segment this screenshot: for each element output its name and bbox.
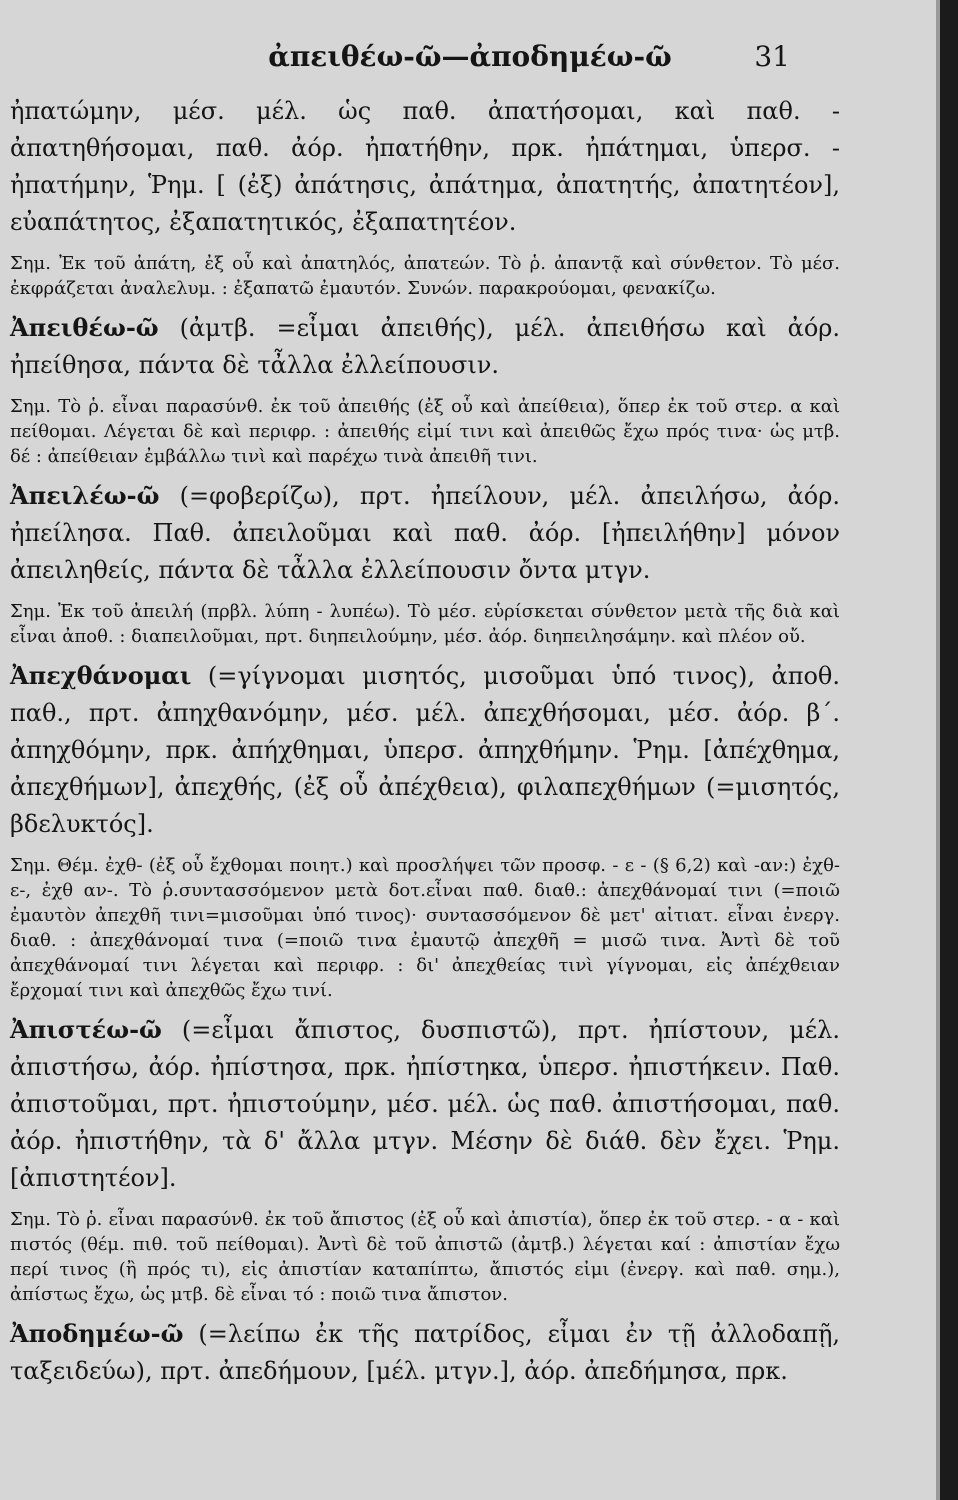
entry-text: ἠπατώμην, μέσ. μέλ. ὡς παθ. ἀπατήσομαι, καὶ παθ. - ἀπατηθήσομαι, παθ. ἀόρ. ἠπατήθην, πρκ. ἠπάτημαι, ὑπερσ. - ἠπατήμην, Ῥημ. [ (ἐξ) ἀπάτησις, ἀπάτημα, ἀπατητής, ἀπατητέον], εὐαπάτητος, ἐξαπατητικός, ἐξαπατητέον. [10,97,840,236]
note-text: Σημ. Τὸ ῥ. εἶναι παρασύνθ. ἐκ τοῦ ἀπειθής (ἐξ οὗ καὶ ἀπείθεια), ὅπερ ἐκ τοῦ στερ. α καὶ πείθομαι. Λέγεται δὲ καὶ περιφρ. : ἀπειθής εἰμί τινι καὶ ἀπειθῶς ἔχω πρός τινα· ὡς μτβ. δέ : ἀπείθειαν ἐμβάλλω τινὶ καὶ παρέχω τινὰ ἀπειθῆ τινι. [10,396,840,467]
entry-text: (=λείπω ἐκ τῆς πατρίδος, εἶμαι ἐν τῇ ἀλλοδαπῇ, ταξειδεύω), πρτ. ἀπεδήμουν, [μέλ. μτγν.], ἀόρ. ἀπεδήμησα, πρκ. [10,1320,840,1385]
continuation-paragraph [10,92,840,241]
entry-text: (ἀμτβ. =εἶμαι ἀπειθής), μέλ. ἀπειθήσω καὶ ἀόρ. ἠπείθησα, πάντα δὲ τἆλλα ἐλλείπουσιν. [10,314,840,379]
entry-text: (=εἶμαι ἄπιστος, δυσπιστῶ), πρτ. ἠπίστουν, μέλ. ἀπιστήσω, ἀόρ. ἠπίστησα, πρκ. ἠπίστηκα, ὑπερσ. ἠπιστήκειν. Παθ. ἀπιστοῦμαι, πρτ. ἠπιστούμην, μέσ. μέλ. ὡς παθ. ἀπιστήσομαι, παθ. ἀόρ. ἠπιστήθην, τὰ δ' ἄλλα μτγν. Μέσην δὲ διάθ. δὲν ἔχει. Ῥημ. [ἀπιστητέον]. [10,1016,840,1192]
running-head [0,40,940,80]
entry-apechthanomai [10,657,840,843]
entry-lemma: Ἀποδημέω-ῶ [10,1319,184,1348]
entry-apodemeo [10,1315,840,1390]
entry-lemma: Ἀπειλέω-ῶ [10,481,160,510]
note-text: Σημ. Ἐκ τοῦ ἀπειλή (πρβλ. λύπη - λυπέω). Τὸ μέσ. εὑρίσκεται σύνθετον μετὰ τῆς διὰ καὶ εἶναι ἀποθ. : διαπειλοῦμαι, πρτ. διηπειλούμην, μέσ. ἀόρ. διηπειλησάμην. καὶ πλέον οὔ. [10,601,840,647]
entry-lemma: Ἀπειθέω-ῶ [10,313,159,342]
page-number: 31 [754,40,790,73]
note-text: Σημ. Ἐκ τοῦ ἀπάτη, ἐξ οὗ καὶ ἀπατηλός, ἀπατεών. Τὸ ῥ. ἀπαντᾷ καὶ σύνθετον. Τὸ μέσ. ἐκφράζεται ἀναλελυμ. : ἐξαπατῶ ἐμαυτόν. Συνών. παρακρούομαι, φενακίζω. [10,253,840,299]
entry-lemma: Ἀπεχθάνομαι [10,661,192,690]
entry-apisteo [10,1011,840,1197]
note-text: Σημ. Θέμ. ἐχθ- (ἐξ οὗ ἔχθομαι ποιητ.) καὶ προσλήψει τῶν προσφ. - ε - (§ 6,2) καὶ -αν:) ἐχθ-ε-, ἐχθ αν-. Τὸ ῥ.συντασσόμενον μετὰ δοτ.εἶναι παθ. διαθ.: ἀπεχθάνομαί τινι (=ποιῶ ἐμαυτὸν ἀπεχθῆ τινι=μισοῦμαι ὑπό τινος)· συντασσόμενον δὲ μετ' αἰτιατ. εἶναι ἐνεργ. διαθ. : ἀπεχθάνομαί τινα (=ποιῶ τινα ἐμαυτῷ ἀπεχθῆ = μισῶ τινα. Ἀντὶ δὲ τοῦ ἀπεχθάνομαί τινι λέγεται καὶ περιφρ. : δι' ἀπεχθείας τινὶ γίγνομαι, εἰς ἀπέχθειαν ἔρχομαί τινι καὶ ἀπεχθῶς ἔχω τινί. [10,855,840,1001]
note-paragraph [10,599,840,649]
note-paragraph [10,853,840,1003]
note-text: Σημ. Τὸ ῥ. εἶναι παρασύνθ. ἐκ τοῦ ἄπιστος (ἐξ οὗ καὶ ἀπιστία), ὅπερ ἐκ τοῦ στερ. - α - καὶ πιστός (θέμ. πιθ. τοῦ πείθομαι). Ἀντὶ δὲ τοῦ ἀπιστῶ (ἀμτβ.) λέγεται καί : ἀπιστίαν ἔχω περί τινος (ἢ πρός τι), εἰς ἀπιστίαν καταπίπτω, ἄπιστός εἰμι (ἐνεργ. καὶ παθ. σημ.), ἀπίστως ἔχω, ὡς μτβ. δὲ εἶναι τό : ποιῶ τινα ἄπιστον. [10,1209,840,1305]
note-paragraph [10,1207,840,1307]
note-paragraph [10,394,840,469]
entry-text: (=γίγνομαι μισητός, μισοῦμαι ὑπό τινος), ἀποθ. παθ., πρτ. ἀπηχθανόμην, μέσ. μέλ. ἀπεχθήσομαι, μέσ. ἀόρ. β΄. ἀπηχθόμην, πρκ. ἀπήχθημαι, ὑπερσ. ἀπηχθήμην. Ῥημ. [ἀπέχθημα, ἀπεχθήμων], ἀπεχθής, (ἐξ οὗ ἀπέχθεια), φιλαπεχθήμων (=μισητός, βδελυκτός]. [10,662,840,838]
entry-apeileo [10,477,840,589]
entry-text: (=φοβερίζω), πρτ. ἠπείλουν, μέλ. ἀπειλήσω, ἀόρ. ἠπείλησα. Παθ. ἀπειλοῦμαι καὶ παθ. ἀόρ. [ἠπειλήθην] μόνον ἀπειληθείς, πάντα δὲ τἆλλα ἐλλείπουσιν ὄντα μτγν. [10,482,840,584]
entry-lemma: Ἀπιστέω-ῶ [10,1015,162,1044]
entry-apeitheo [10,309,840,384]
dictionary-body [10,92,840,1390]
note-paragraph [10,251,840,301]
running-head-title: ἀπειθέω-ῶ—ἀποδημέω-ῶ [268,40,672,73]
